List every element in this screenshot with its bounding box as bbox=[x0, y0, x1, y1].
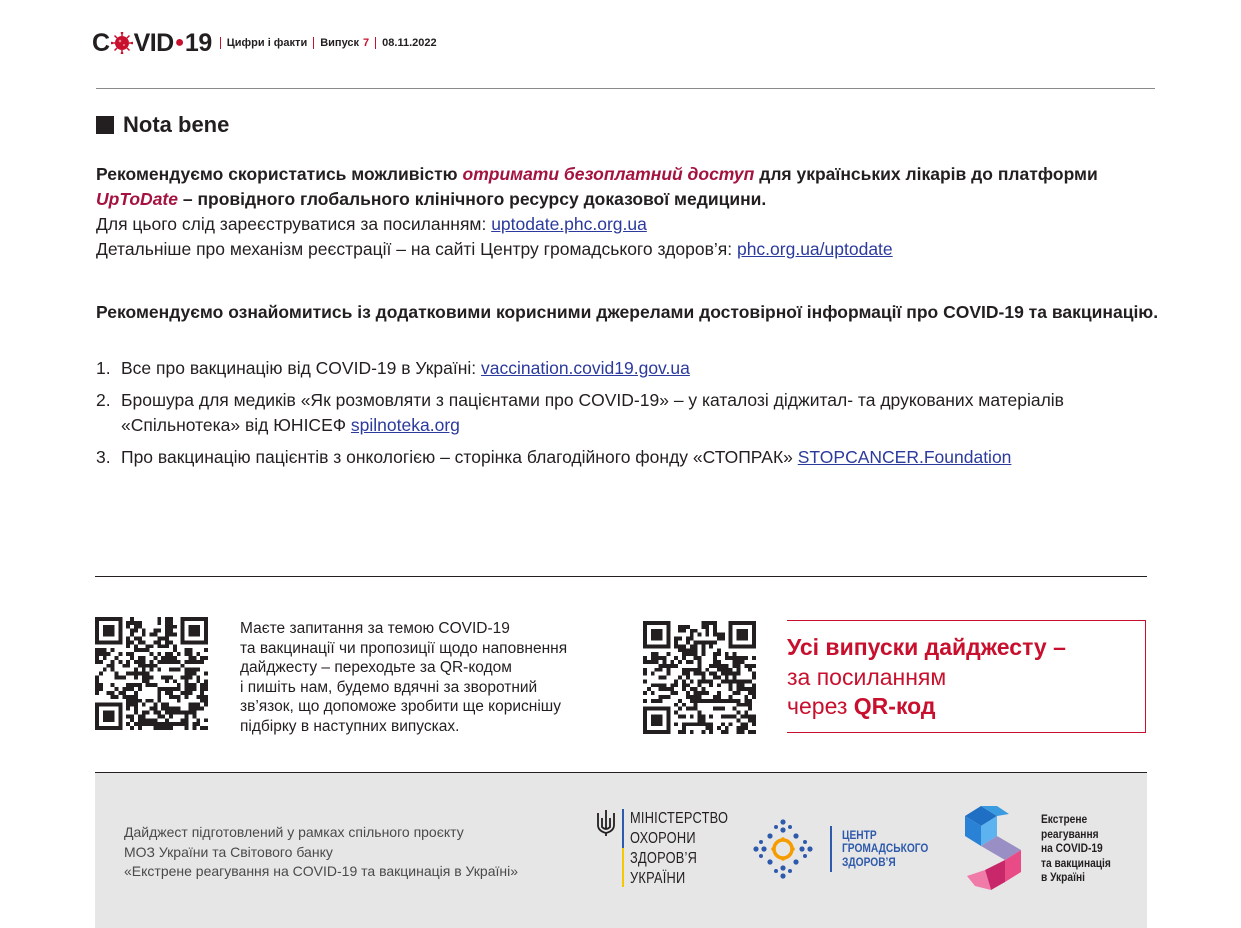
list-item-text: Брошура для медиків «Як розмовляти з пацієнтами про COVID-19» – у каталозі діджитал- та друкованих матеріалів «Спільнотека» від ЮНІСЕФ bbox=[121, 390, 1064, 435]
p1-text: для українських лікарів до платформи bbox=[754, 164, 1098, 184]
list-item bbox=[96, 356, 1166, 381]
square-bullet-icon bbox=[96, 116, 114, 134]
logo-letters-vid: VID bbox=[133, 28, 174, 57]
issues-line-3-bold: QR-код bbox=[853, 693, 936, 719]
virus-icon bbox=[111, 32, 133, 54]
header-separator bbox=[313, 37, 314, 49]
content-divider bbox=[95, 576, 1147, 577]
list-number: 2. bbox=[96, 390, 111, 410]
header-issue-number: 7 bbox=[363, 37, 370, 49]
p1-highlight: отримати безоплатний доступ bbox=[462, 164, 755, 184]
header-issue-label: Випуск bbox=[320, 37, 360, 49]
emergency-s-emblem-icon bbox=[965, 806, 1023, 890]
header-section: Цифри і факти bbox=[226, 37, 308, 49]
uptodate-link[interactable]: uptodate.phc.org.ua bbox=[491, 214, 647, 234]
issues-qr-code[interactable] bbox=[643, 621, 756, 734]
logo-letter-c: C bbox=[92, 28, 110, 57]
spilnoteka-link[interactable]: spilnoteka.org bbox=[350, 415, 460, 435]
cgz-emblem-icon bbox=[752, 818, 814, 880]
section-title bbox=[96, 112, 229, 138]
uptodate-paragraph bbox=[96, 162, 1166, 262]
emergency-logo-text: Екстрене реагування на COVID-19 та вакцинація в Україні bbox=[1041, 812, 1111, 884]
issues-line-2: за посиланням bbox=[787, 664, 947, 690]
emergency-response-logo bbox=[965, 806, 1123, 890]
covid19-logo bbox=[92, 29, 212, 58]
list-item-text: Все про вакцинацію від COVID-19 в Україні: bbox=[121, 358, 481, 378]
feedback-text: Маєте запитання за темою COVID-19 та вакцинації чи пропозиції щодо наповнення дайджесту – переходьте за QR-кодом і пишіть нам, будемо вдячні за зворотний зв’язок, що допоможе зробити ще кориснішу підбірку в наступних випусках. bbox=[240, 620, 568, 735]
header-date: 08.11.2022 bbox=[382, 37, 437, 49]
sources-list bbox=[96, 356, 1166, 477]
vaccination-link[interactable]: vaccination.covid19.gov.ua bbox=[481, 358, 690, 378]
issues-line-1: Усі випуски дайджесту – bbox=[787, 634, 1066, 660]
moz-logo-bar bbox=[622, 809, 624, 887]
list-number: 3. bbox=[96, 447, 111, 467]
sources-intro: Рекомендуємо ознайомитись із додатковими корисними джерелами достовірної інформації про COVID-19 та вакцинацію. bbox=[96, 302, 1159, 322]
footer bbox=[95, 772, 1147, 928]
p1-platform-name: UpToDate bbox=[96, 189, 178, 209]
logo-number: 19 bbox=[184, 28, 212, 57]
cgz-logo bbox=[752, 818, 944, 880]
cgz-logo-text: ЦЕНТР ГРОМАДСЬКОГО ЗДОРОВ’Я bbox=[842, 827, 929, 869]
phc-uptodate-link[interactable]: phc.org.ua/uptodate bbox=[736, 239, 893, 259]
section-title-text: Nota bene bbox=[123, 112, 230, 137]
issues-callout bbox=[787, 620, 1146, 733]
stopcancer-link[interactable]: STOPCANCER.Foundation bbox=[797, 447, 1012, 467]
moz-logo-text: МІНІСТЕРСТВО ОХОРОНИ ЗДОРОВ’Я УКРАЇНИ bbox=[630, 810, 729, 887]
issues-line-3-text: через bbox=[787, 693, 854, 719]
feedback-qr-code[interactable] bbox=[95, 617, 208, 730]
p1-details-text: Детальніше про механізм реєстрації – на сайті Центру громадського здоров’я: bbox=[96, 239, 737, 259]
moz-logo bbox=[595, 809, 753, 889]
logo-dot: ● bbox=[174, 34, 184, 51]
list-number: 1. bbox=[96, 358, 111, 378]
list-item bbox=[96, 388, 1166, 438]
header-separator bbox=[375, 37, 376, 49]
p1-register-text: Для цього слід зареєструватися за посиланням: bbox=[96, 214, 492, 234]
header-divider bbox=[96, 88, 1155, 89]
list-item bbox=[96, 445, 1166, 470]
issues-line-3 bbox=[787, 693, 936, 720]
header-separator bbox=[220, 37, 221, 49]
trident-icon bbox=[595, 809, 617, 837]
list-item-text: Про вакцинацію пацієнтів з онкологією – сторінка благодійного фонду «СТОПРАК» bbox=[121, 447, 798, 467]
page-header bbox=[92, 28, 437, 58]
cgz-logo-bar bbox=[830, 826, 832, 872]
footer-text: Дайджест підготовлений у рамках спільного проєкту МОЗ України та Світового банку «Екстрене реагування на COVID-19 та вакцинація в Україні» bbox=[124, 824, 519, 879]
p1-text: Рекомендуємо скористатись можливістю bbox=[96, 164, 463, 184]
p1-text: – провідного глобального клінічного ресурсу доказової медицини. bbox=[178, 189, 767, 209]
